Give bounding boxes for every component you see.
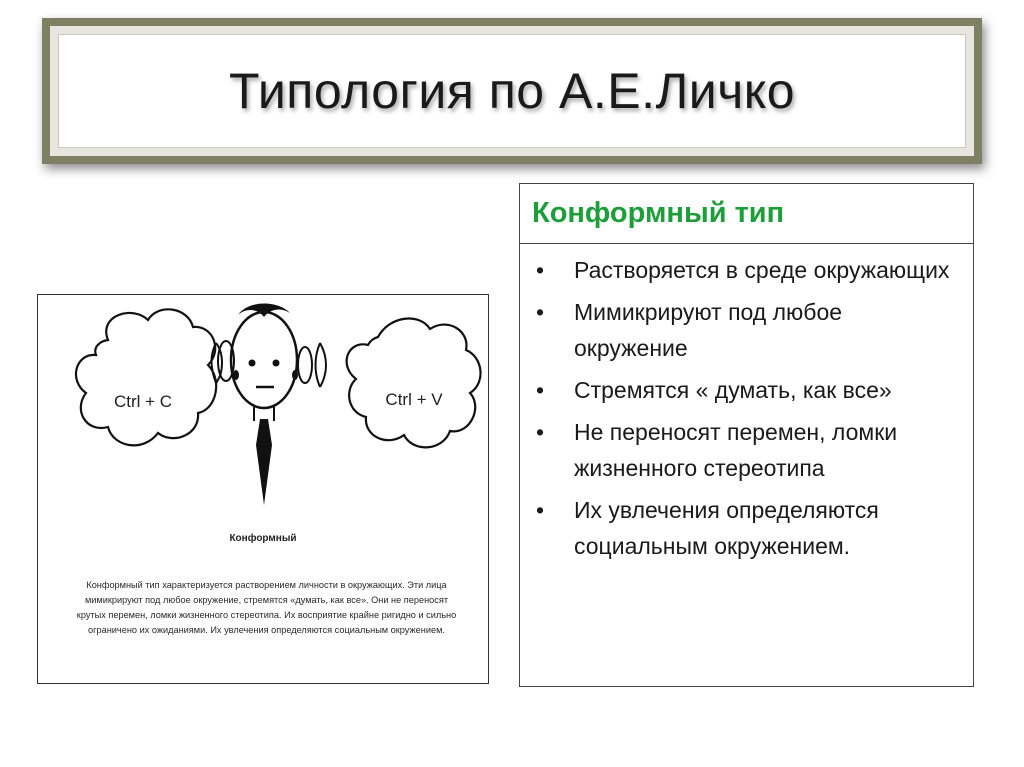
bullet-icon: • (536, 497, 545, 523)
list-item (532, 414, 961, 486)
eye-left (249, 360, 256, 367)
bubble-right-3 (320, 343, 326, 387)
list-item-text: Стремятся « думать, как все» (574, 377, 892, 403)
title-frame-inner (50, 26, 974, 156)
bullet-icon: • (536, 299, 545, 325)
title-panel (58, 34, 966, 148)
thought-text-left: Ctrl + C (113, 392, 173, 411)
bubble-right-1 (298, 347, 312, 383)
head (231, 312, 297, 408)
bullet-icon: • (536, 377, 545, 403)
illustration-caption-title: Конформный (229, 533, 297, 544)
tie (256, 419, 272, 505)
list-item-text: Не переносят перемен, ломки жизненного стереотипа (574, 419, 898, 481)
bullet-icon: • (536, 419, 545, 445)
hair (238, 303, 290, 317)
list-item (532, 372, 961, 408)
list-item-text: Мимикрируют под любое окружение (574, 299, 843, 361)
bullet-list (520, 244, 973, 564)
page-title: Типология по А.Е.Личко (228, 63, 796, 119)
illustration-caption-body: Конформный тип характеризуется растворением личности в окружающих. Эти лица мимикрируют под любое окружение, стремятся «думать, как все». Они не переносят крутых перемен, ломки жизненного стереотипа. Их восприятие крайне ригидно и сильно ограничено их ожиданиями. Их увлечения определяются социальным окружением. (76, 580, 457, 635)
bullet-icon: • (536, 257, 545, 283)
info-box-title: Конформный тип (532, 197, 785, 229)
eye-right (273, 360, 280, 367)
bubble-right-2 (316, 343, 321, 387)
info-box-header (520, 184, 973, 244)
title-frame (42, 18, 982, 164)
info-box (519, 183, 974, 687)
thought-cloud-right (347, 319, 481, 448)
conformist-illustration (37, 294, 489, 684)
list-item (532, 252, 961, 288)
list-item-text: Растворяется в среде окружающих (574, 257, 950, 283)
thought-cloud-left (76, 309, 216, 445)
list-item (532, 294, 961, 366)
thought-text-right: Ctrl + V (385, 390, 443, 409)
bubble-right-dot (292, 370, 298, 380)
list-item-text: Их увлечения определяются социальным окружением. (574, 497, 879, 559)
list-item (532, 492, 961, 564)
